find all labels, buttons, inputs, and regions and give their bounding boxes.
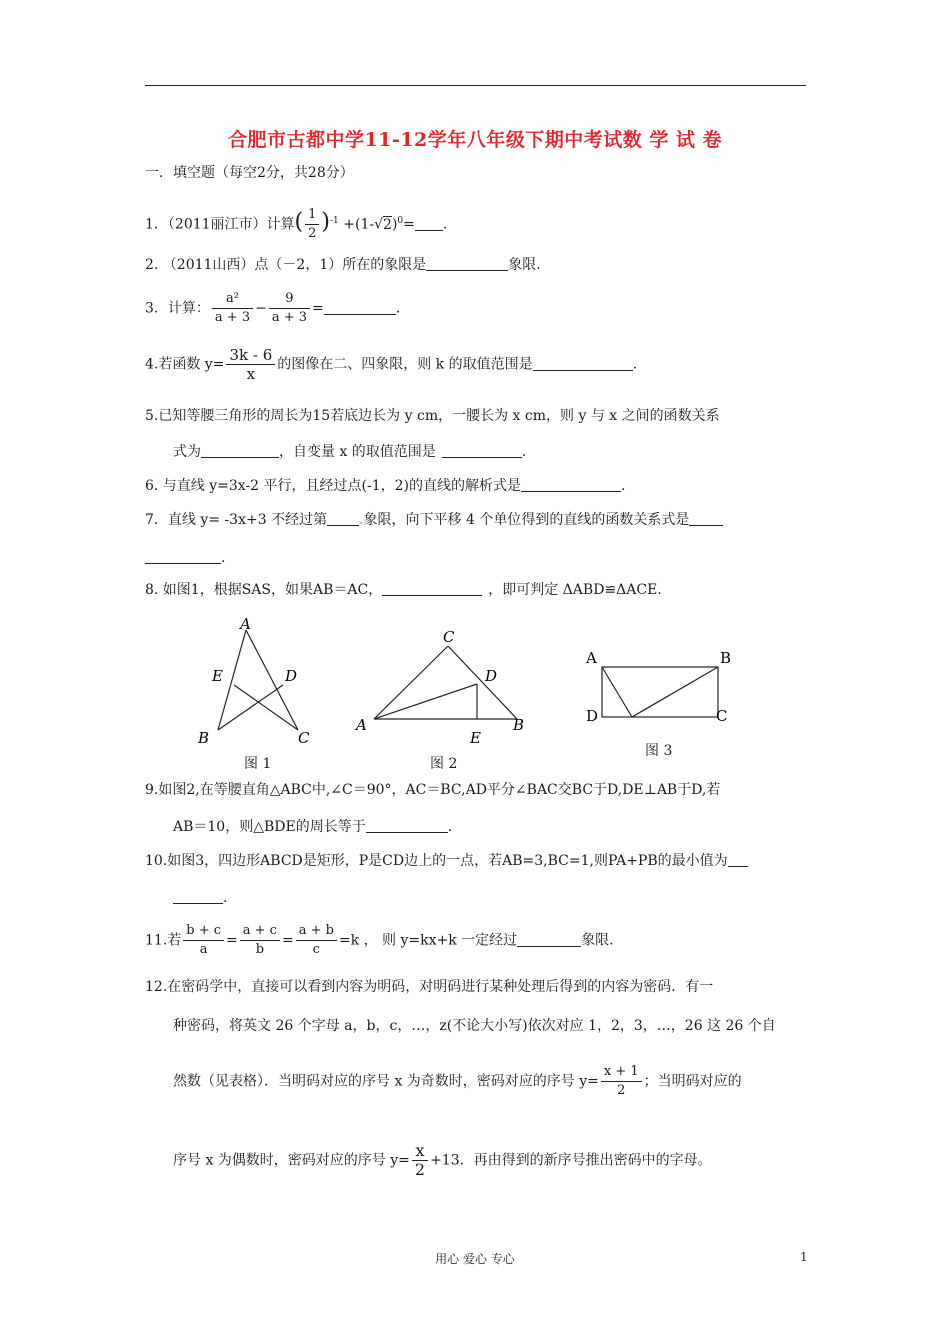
figure-1 xyxy=(190,612,330,752)
page-number: 1 xyxy=(800,1250,808,1264)
page-footer: 用心 爱心 专心 xyxy=(435,1252,515,1266)
question-5-line-1: 5.已知等腰三角形的周长为15若底边长为 y cm，一腰长为 x cm，则 y 与 x 之间的函数关系 xyxy=(145,408,720,424)
answer-blank[interactable] xyxy=(533,355,633,371)
q7-mid: 象限，向下平移 4 个单位得到的直线的函数关系式是 xyxy=(363,512,690,528)
q12-fraction-odd: $\frac{x + 1}{2}$ xyxy=(601,1063,642,1100)
header-rule xyxy=(145,85,806,86)
q1-exponent: -1 xyxy=(330,215,339,226)
answer-blank[interactable] xyxy=(173,888,223,904)
answer-blank[interactable] xyxy=(728,851,748,867)
q3-fraction-2: $\frac{9}{a + 3}$ xyxy=(269,290,310,327)
fig3-label-C: C xyxy=(716,707,728,725)
question-3: 3．计算： $\frac{\text{a²}}{a + 3}$ − $\frac{9}{a + 3}$ = . xyxy=(145,291,401,325)
q7-dot: . xyxy=(359,512,364,528)
q5-mid: ，自变量 x 的取值范围是 xyxy=(279,444,436,460)
answer-blank[interactable] xyxy=(517,931,581,947)
question-10 xyxy=(145,851,748,871)
question-5-line-2: 式为 ，自变量 x 的取值范围是 . xyxy=(173,444,527,460)
q11-tail: 象限. xyxy=(581,932,614,949)
answer-blank[interactable] xyxy=(426,255,508,271)
q1-fraction: $\frac{1}{2}$ xyxy=(305,206,319,243)
fig1-label-C: C xyxy=(298,729,310,747)
fig3-label-B: B xyxy=(720,649,732,667)
q1-prefix: 1．（2011丽江市）计算 xyxy=(145,216,295,233)
q3-fraction-1: $\frac{\text{a²}}{a + 3}$ xyxy=(212,290,253,327)
q8-tail: ，即可判定 ΔABD≌ΔACE. xyxy=(488,582,662,598)
q11-fraction-1: $\frac{b + c}{a}$ xyxy=(183,922,224,959)
figure-2-caption: 图 2 xyxy=(430,756,458,772)
q11-eq-2: = xyxy=(281,932,294,949)
q4-prefix: 4.若函数 y= xyxy=(145,356,225,373)
fig1-label-D: D xyxy=(285,667,298,685)
q1-radicand: 2 xyxy=(383,216,392,233)
q1-paren: ) xyxy=(391,216,398,233)
q1-eq: = xyxy=(403,216,415,233)
q6-text: 6. 与直线 y=3x-2 平行，且经过点(-1，2)的直线的解析式是 xyxy=(145,478,522,494)
fig2-label-D: D xyxy=(485,667,498,685)
question-12-line-3 xyxy=(173,1063,742,1100)
q12-line4-prefix: 序号 x 为偶数时，密码对应的序号 y= xyxy=(173,1152,410,1169)
q11-prefix: 11.若 xyxy=(145,932,182,949)
fig1-label-B: B xyxy=(198,729,210,747)
answer-blank[interactable] xyxy=(382,580,482,596)
q11-eq-1: = xyxy=(226,932,238,949)
q12-fraction-even: $\frac{x}{2}$ xyxy=(412,1142,428,1179)
q4-mid: 的图像在二、四象限，则 k 的取值范围是 xyxy=(277,356,533,373)
fig3-label-A: A xyxy=(586,649,597,667)
question-7-line-2: . xyxy=(145,548,225,568)
fig2-label-E: E xyxy=(470,729,481,747)
question-7 xyxy=(145,510,723,530)
page-title: 合肥市古都中学11-12学年八年级下期中考试数 学 试 卷 xyxy=(227,129,723,151)
q11-fraction-2: $\frac{a + c}{b}$ xyxy=(240,922,280,959)
answer-blank[interactable] xyxy=(415,215,443,231)
q12-line4-tail: +13．再由得到的新序号推出密码中的字母。 xyxy=(430,1152,712,1169)
fig3-label-D: D xyxy=(586,707,599,725)
question-12-line-1: 12.在密码学中，直接可以看到内容为明码，对明码进行某种处理后得到的内容为密码．有一 xyxy=(145,979,714,995)
answer-blank[interactable] xyxy=(324,299,396,315)
question-9-line-2: AB＝10，则△BDE的周长等于 . xyxy=(173,819,453,835)
sqrt-symbol: √ xyxy=(374,216,384,233)
question-12-line-2: 种密码，将英文 26 个字母 a，b，c，…，z(不论大小写)依次对应 1，2，3，…，26 这 26 个自 xyxy=(173,1018,776,1034)
answer-blank[interactable] xyxy=(442,442,522,458)
q12-line3-prefix: 然数（见表格）．当明码对应的序号 x 为奇数时，密码对应的序号 y= xyxy=(173,1073,599,1090)
q5-prefix: 式为 xyxy=(173,444,201,460)
fig1-label-A: A xyxy=(240,615,251,633)
figure-1-caption: 图 1 xyxy=(244,756,272,772)
q4-fraction: $\frac{3k - 6}{x}$ xyxy=(226,346,275,383)
q1-mid: +(1- xyxy=(343,216,375,233)
answer-blank[interactable] xyxy=(366,817,448,833)
q12-line3-tail: ；当明码对应的 xyxy=(643,1073,742,1090)
answer-blank[interactable] xyxy=(521,476,621,492)
q7-prefix: 7．直线 y= -3x+3 不经过第 xyxy=(145,512,328,528)
figure-2 xyxy=(350,622,540,752)
q11-fraction-3: $\frac{a + b}{c}$ xyxy=(296,922,337,959)
answer-blank[interactable] xyxy=(327,510,359,526)
q8-prefix: 8. 如图1，根据SAS，如果AB＝AC， xyxy=(145,582,383,598)
question-2 xyxy=(145,255,541,275)
fig2-label-A: A xyxy=(356,716,367,734)
fig1-label-E: E xyxy=(212,667,223,685)
question-8 xyxy=(145,580,662,600)
answer-blank[interactable] xyxy=(201,442,279,458)
q9-text: AB＝10，则△BDE的周长等于 xyxy=(173,819,366,835)
answer-blank[interactable] xyxy=(145,548,221,564)
question-9-line-1: 9.如图2,在等腰直角△ABC中,∠C＝90°，AC＝BC,AD平分∠BAC交BC于D,DE⊥AB于D,若 xyxy=(145,782,721,798)
q3-eq: = xyxy=(312,300,324,317)
q2-text: 2. （2011山西）点（－2，1）所在的象限是 xyxy=(145,257,427,273)
fig2-label-C: C xyxy=(443,628,455,646)
q3-prefix: 3．计算： xyxy=(145,300,210,317)
figure-3 xyxy=(580,645,740,740)
fig2-label-B: B xyxy=(513,716,525,734)
q10-text: 10.如图3，四边形ABCD是矩形，P是CD边上的一点，若AB=3,BC=1,则PA+PB的最小值为 xyxy=(145,853,728,869)
figure-3-caption: 图 3 xyxy=(645,743,673,759)
question-10-line-2: . xyxy=(173,888,227,908)
q1-exponent-0: 0 xyxy=(397,215,404,226)
q2-tail: 象限. xyxy=(508,257,541,273)
question-11 xyxy=(145,922,614,959)
question-6: 6. 与直线 y=3x-2 平行，且经过点(-1，2)的直线的解析式是 . xyxy=(145,478,626,494)
question-12-line-4 xyxy=(173,1142,712,1179)
question-1: 1．（2011丽江市）计算( $\frac{1}{2}$ )$^{-1} +(1-√2)^0=$ . xyxy=(145,207,448,241)
q3-minus: − xyxy=(255,300,267,317)
question-4: 4.若函数 y= $\frac{3k - 6}{x}$ 的图像在二、四象限，则 k 的取值范围是 . xyxy=(145,346,638,383)
q11-mid: =k ， 则 y=kx+k 一定经过 xyxy=(338,932,518,949)
answer-blank[interactable] xyxy=(689,510,723,526)
section-heading: 一．填空题（每空2分，共28分） xyxy=(145,165,354,181)
